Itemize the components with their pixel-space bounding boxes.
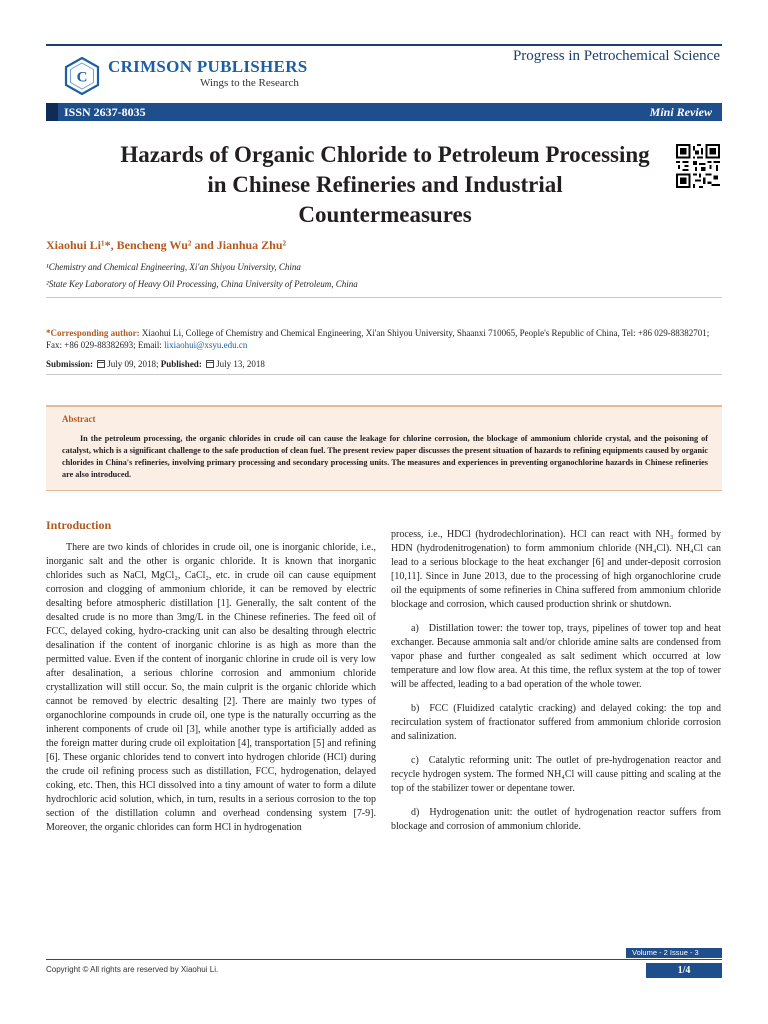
published-label: Published: bbox=[160, 359, 202, 369]
abstract-heading: Abstract bbox=[62, 414, 96, 424]
author-email-link[interactable]: lixiaohui@xsyu.edu.cn bbox=[164, 340, 248, 350]
intro-paragraph-2: process, i.e., HDCl (hydrodechlorination). HCl can react with NH₃ formed by HDN (hydrodenitrogenation) to form ammonium chloride (NH₄Cl). NH₄Cl can lead to a serious blockage to the heat exchanger [6] and under-deposit corrosion [10,11]. Since in June 2013, due to the processing of high organochlorine crude oil the equipments of some refineries in China suffered from ammonium chloride blockage and corrosion, which caused production shrink or shutdown. bbox=[391, 529, 721, 610]
introduction-heading: Introduction bbox=[46, 518, 112, 532]
list-item-d: d) Hydrogenation unit: the outlet of hydrogenation reactor suffers from blockage and corrosion of ammonium chloride. bbox=[391, 807, 721, 832]
corresponding-label: *Corresponding author: bbox=[46, 328, 140, 338]
affiliation-divider bbox=[46, 297, 722, 298]
list-item-b: b) FCC (Fluidized catalytic cracking) and delayed coking: the top and recirculation system of fractionator suffered from ammonium chloride corrosion and salinization. bbox=[391, 703, 721, 742]
copyright-notice: Copyright © All rights are reserved by Xiaohui Li. bbox=[46, 965, 219, 974]
intro-paragraph-1: There are two kinds of chlorides in crude oil, one is inorganic chloride, i.e., inorganic salt and the other is organic chloride. It is known that inorganic chlorides such as NaCl, MgCl₂, CaCl₂, etc. in crude oil can cause equipment corrosion and clogging of ammonium chloride, it can be removed by electric desalting before atmospheric distillation [1]. Generally, the salt content of the desalted crude is no more than 3mg/L in the Chinese refineries. The feed oil of FCC, delayed coking, hydro-cracking unit can also be desalting through electric desalination if the content of inorganic chlorine is as high as more than the permitted value. Even if the content of inorganic chlorine in crude oil is very low after desalination, a serious chlorine corrosion and ammonium chloride crystallization will still occur. So, the main culprit is the organic chloride which cannot be removed by electric desalting [2]. There are mainly two types of organochlorine compounds in crude oil, one type is the naturally occurring as the inherent components of crude oil [3], while another type is artificially added as the foreign matter during crude oil exploitation [4], transportation [5] and refining [6]. These organic chlorides tend to convert into hydrogen chloride (HCl) during the crude oil refining process such as distillation, FCC, hydrogenation, delayed coking, etc. Then, this HCl dissolved into a tiny amount of water to form a dilute hydrochloric acid solution, which, in turn, results in a serious corrosion to the top section of the distillation column and overhead condensing system [7-9]. Moreover, the organic chlorides can form HCl in hydrogenation bbox=[46, 542, 376, 833]
submission-label: Submission: bbox=[46, 359, 94, 369]
published-date: July 13, 2018 bbox=[216, 359, 265, 369]
corresponding-author bbox=[46, 327, 722, 351]
affiliation-1: ¹Chemistry and Chemical Engineering, Xi'an Shiyou University, China bbox=[46, 262, 301, 272]
author-list: Xiaohui Li¹*, Bencheng Wu² and Jianhua Zhu² bbox=[46, 238, 287, 252]
article-dates bbox=[46, 359, 265, 369]
qr-code-icon bbox=[676, 144, 720, 188]
footer-rule bbox=[46, 959, 722, 960]
publisher-tagline: Wings to the Research bbox=[200, 77, 299, 89]
list-item-c: c) Catalytic reforming unit: The outlet of pre-hydrogenation reactor and recycle hydrogen system. The formed NH₄Cl will cause pitting and scaling at the top of the stabilizer tower or depentane tower. bbox=[391, 755, 721, 794]
right-column bbox=[391, 528, 721, 844]
calendar-icon bbox=[97, 360, 105, 368]
header-top-rule bbox=[46, 44, 722, 46]
article-title: Hazards of Organic Chloride to Petroleum Processing in Chinese Refineries and Industrial Countermeasures bbox=[120, 142, 650, 227]
crimson-logo-icon bbox=[62, 56, 102, 96]
list-item-a: a) Distillation tower: the tower top, trays, pipelines of tower top and heat exchanger. Because ammonia salt and/or chloride amine salts are condensed from vapor phase and further congealed as salt sediment which occurred at low temperature and low flow area. At this time, the reflux system at the top of tower will be affected, leading to a bad operation of the whole tower. bbox=[391, 623, 721, 690]
logo-letter: C bbox=[76, 69, 88, 86]
abstract-text: In the petroleum processing, the organic chlorides in crude oil can cause the leakage for chlorine corrosion, the blockage of ammonium chloride crystal, and the poisoning of catalyst, which is a significant challenge to the safe production of clean fuel. The present review paper discusses the present situation of hazards to refining equipments caused by organic chlorides in China's refineries, involving primary processing and secondary processing units. The measures and experiences in preventing organochlorine hazards in Chinese refineries are also introduced. bbox=[62, 434, 708, 479]
page-number: 1/4 bbox=[677, 965, 691, 976]
corresponding-text: Xiaohui Li, College of Chemistry and Chemical Engineering, Xi'an Shiyou University, Shaanxi 710065, People's Republic of China, Tel: +86 029-88382701; Fax: +86 029-88382693; Email: bbox=[46, 328, 710, 350]
header-bar-accent bbox=[46, 103, 58, 121]
publisher-name: CRIMSON PUBLISHERS bbox=[108, 57, 308, 76]
volume-issue: Volume - 2 Issue - 3 bbox=[632, 948, 699, 957]
submission-date: July 09, 2018; bbox=[107, 359, 159, 369]
journal-name: Progress in Petrochemical Science bbox=[512, 48, 720, 64]
dates-divider bbox=[46, 374, 722, 375]
calendar-icon bbox=[206, 360, 214, 368]
left-column bbox=[46, 541, 376, 845]
affiliation-2: ²State Key Laboratory of Heavy Oil Processing, China University of Petroleum, China bbox=[46, 279, 358, 289]
header-bar bbox=[46, 103, 722, 121]
article-type-label: Mini Review bbox=[649, 105, 712, 119]
issn-label: ISSN 2637-8035 bbox=[64, 105, 146, 119]
